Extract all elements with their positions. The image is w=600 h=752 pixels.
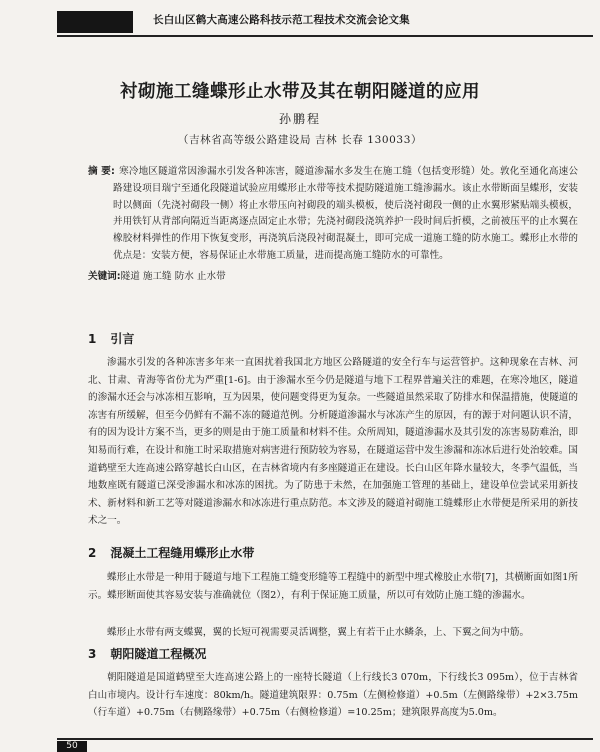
section-number: 3	[88, 647, 97, 661]
section-title: 混凝土工程缝用蝶形止水带	[110, 546, 255, 560]
section-heading	[88, 544, 254, 561]
section-title: 引言	[110, 332, 135, 346]
keywords-text: 隧道 施工缝 防水 止水带	[120, 271, 226, 282]
section-number: 1	[88, 332, 97, 346]
footer-rule	[57, 738, 593, 740]
body-paragraph: 蝶形止水带有两支蝶翼，翼的长短可视需要灵活调整，翼上有若干止水鳞条，上、下翼之间为中筋。	[107, 627, 530, 638]
paper-title: 衬砌施工缝蝶形止水带及其在朝阳隧道的应用	[120, 82, 480, 102]
running-header-text: 长白山区鹤大高速公路科技示范工程技术交流会论文集	[153, 14, 410, 26]
body-paragraph: 蝶形止水带是一种用于隧道与地下工程施工缝变形缝等工程缝中的新型中埋式橡胶止水带[7]，其横断面如图1所示。蝶形断面使其容易安装与准确就位（图2），有利于保证施工质量，所以可有效防止施工缝的渗漏水。	[88, 572, 578, 601]
abstract	[88, 164, 578, 265]
running-header	[57, 9, 593, 37]
keywords	[88, 268, 226, 282]
keywords-label: 关键词:	[88, 271, 121, 282]
abstract-text: 寒冷地区隧道常因渗漏水引发各种冻害，隧道渗漏水多发生在施工缝（包括变形缝）处。敦化至通化高速公路建设项目瑞宁至通化段隧道试验应用蝶形止水带等技术提防隧道施工缝渗漏水。该止水带断面呈蝶形，安装时以侧面（先浇衬砌段一侧）将止水带压向衬砌段的端头模板，使后浇衬砌段一侧的止水翼形紧贴端头模板，并用铁钉从背部向隔近当距离逐点固定止水带；先浇衬砌段浇筑养护一段时间后折模，之前被压平的止水翼在橡胶材料弹性的作用下恢复变形，再浇筑后浇段衬砌混凝土，即可完成一道施工缝的防水施工。蝶形止水带的优点是：安装方便，容易保证止水带施工质量，进而提高施工缝防水的可靠性。	[113, 166, 578, 261]
body-paragraph: 朝阳隧道是国道鹤壁至大连高速公路上的一座特长隧道（上行线长3 070m，下行线长3 095m），位于吉林省白山市境内。设计行车速度：80km/h。隧道建筑限界：0.75m（左侧检修道）+0.5m（左侧路缘带）+2×3.75m（行车道）+0.75m（右侧路缘带）+0.75m（右侧检修道）=10.25m；建筑限界高度为5.0m。	[88, 672, 578, 719]
body-paragraph: 渗漏水引发的各种冻害多年来一直困扰着我国北方地区公路隧道的安全行车与运营管护。这种现象在吉林、河北、甘肃、青海等省份尤为严重[1-6]。由于渗漏水至今仍是隧道与地下工程界普遍关注的难题，在寒冷地区，隧道的渗漏水还会与冰冻相互影响，互为因果，使问题变得更为复杂。一些隧道虽然采取了防排水和保温措施，使隧道的冻害有所缓解，但至今仍鲜有不漏不冻的隧道范例。分析隧道渗漏水与冰冻产生的原因，有的源于对问题认识不清，有的因为设计方案不当，更多的则是由于施工质量和材料不佳。众所周知，隧道渗漏水及其引发的冻害易防难治，即知易而行难，在设计和施工时采取措施对病害进行预防较为容易，在隧道运营中发生渗漏和冻冰后进行处治较难。国道鹤壁至大连高速公路穿越长白山区，在吉林省境内有多座隧道正在建设。长白山区年降水量较大，冬季气温低，当地数座既有隧道已深受渗漏水和冰冻的困扰。为了防患于未然，在加强施工管理的基础上，建设单位尝试采用新技术、新材料和新工艺等对隧道渗漏水和冰冻进行重点防范。本文涉及的隧道衬砌施工缝蝶形止水带便是所采用的新技术之一。	[88, 357, 578, 527]
section-heading	[88, 330, 134, 347]
header-decoration-block	[57, 11, 133, 33]
section-title: 朝阳隧道工程概况	[110, 647, 207, 661]
section-number: 2	[88, 546, 97, 560]
abstract-paragraph	[88, 164, 578, 265]
paper-affiliation: （吉林省高等级公路建设局 吉林 长春 130033）	[177, 134, 423, 146]
page-number: 50	[57, 741, 87, 752]
section-heading	[88, 645, 206, 662]
paper-author: 孙鹏程	[278, 112, 321, 126]
abstract-label: 摘 要:	[88, 166, 115, 177]
